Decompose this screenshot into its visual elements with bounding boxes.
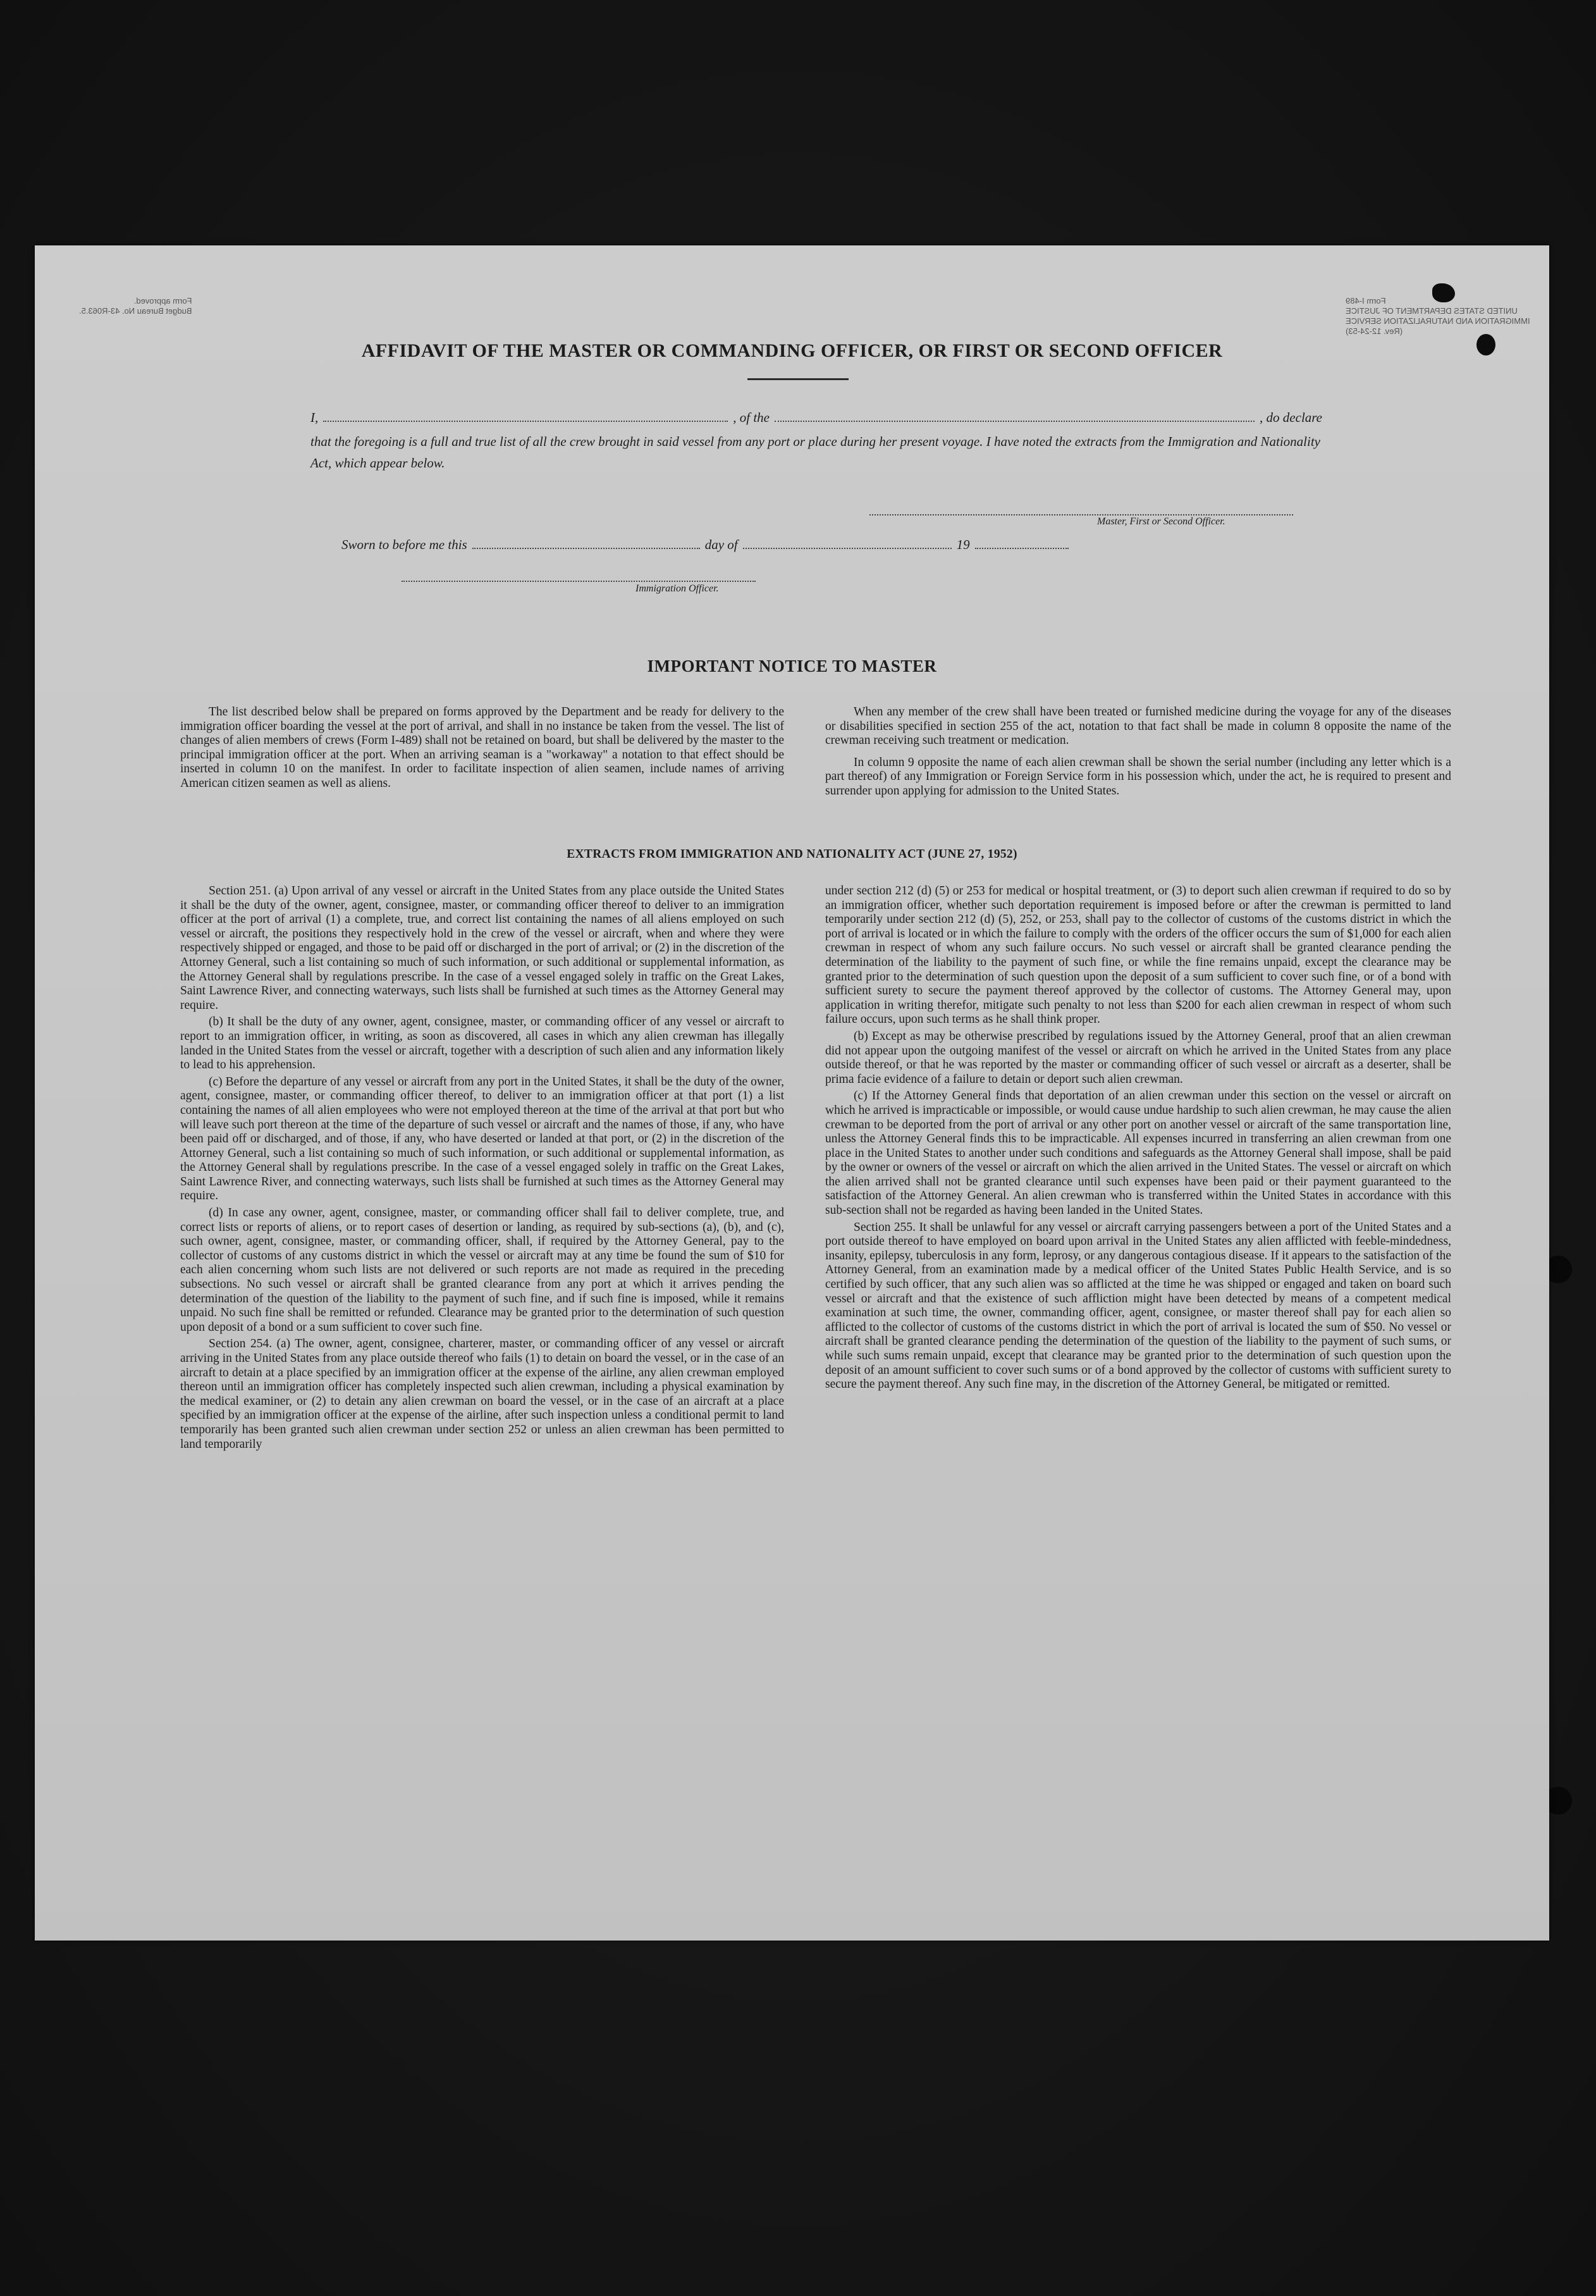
sworn-month-blank[interactable] bbox=[743, 535, 952, 549]
extract-paragraph: (b) Except as may be otherwise prescribed by regulations issued by the Attorney General, proof that an alien crewman did not appear upon the outgoing manifest of the vessel or aircraft on which he arrived in the United States from any place outside thereof, or that he was reported by the master or commanding officer of such vessel or aircraft as a deserter, shall be prima facie evidence of a failure to detain or deport such alien crewman. bbox=[825, 1029, 1451, 1086]
bleed-through-left: Form approved. Budget Bureau No. 43-R063.5. bbox=[79, 296, 192, 316]
extract-paragraph: Section 255. It shall be unlawful for any vessel or aircraft carrying passengers between a port of the United States and a port outside thereof to have employed on board upon arrival in the United States any alien afflicted with feeble-mindedness, insanity, epilepsy, tuberculosis in any form, leprosy, or any dangerous contagious disease. If it appears to the satisfaction of the Attorney General, from an examination made by a medical officer of the United States Public Health Service, and is so certified by such officer, that any such alien was so afflicted at the time he was shipped or engaged and taken on board such vessel or aircraft and that the existence of such affliction might have been detected by means of a competent medical examination at such time, the owner, commanding officer, agent, consignee, or master thereof shall pay for each alien so afflicted to the collector of customs of the customs district in which the port of arrival is located the sum of $50. No vessel or aircraft shall be granted clearance pending the determination of the question of the liability to the payment of such sums, or while such sums remain unpaid, except that clearance may be granted prior to the determination of such question upon the deposit of an amount sufficient to cover such sums or of a bond approved by the collector of customs with sufficient surety to secure the payment thereof. Any such fine may, in the discretion of the Attorney General, be mitigated or remitted. bbox=[825, 1220, 1451, 1392]
name-blank[interactable] bbox=[323, 408, 728, 422]
i-label: I, bbox=[310, 410, 319, 425]
extracts-right-column bbox=[825, 884, 1451, 1392]
sworn-line bbox=[341, 534, 1069, 555]
officer-caption: Immigration Officer. bbox=[635, 583, 719, 594]
corner-tear-mark bbox=[1432, 283, 1455, 302]
extract-paragraph: (c) Before the departure of any vessel or aircraft from any port in the United States, it shall be the duty of the owner, agent, consignee, master, or commanding officer thereof, to deliver to an immigration officer at that port (1) a list containing the names of all alien employees who were not employed thereon at the time of the arrival at that port but who will leave such port thereon at the time of the departure of such vessel or aircraft and the names of those, if any, who have been paid off or discharged, and of those, if any, who have deserted or landed at that port, or (2) in the discretion of the Attorney General, such a list containing so much of such information, or such additional or supplemental information, as the Attorney General shall by regulations prescribe. In the case of a vessel engaged solely in traffic on the Great Lakes, Saint Lawrence River, and connecting waterways, such lists shall be furnished at such times as the Attorney General may require. bbox=[180, 1075, 784, 1203]
extract-paragraph: Section 254. (a) The owner, agent, consignee, charterer, master, or commanding officer of any vessel or aircraft arriving in the United States from any place outside thereof who fails (1) to detain on board the vessel, or in the case of an aircraft to detain at a place specified by an immigration officer at the expense of the airline, any alien crewman employed thereon until an immigration officer has completely inspected such alien crewman, including a physical examination by the medical examiner, or (2) to detain any alien crewman on board the vessel, or in the case of an aircraft at a place specified by an immigration officer at the expense of the airline, after such inspection unless a conditional permit to land temporarily has been granted such alien crewman under section 252 or unless an alien crewman has been permitted to land temporarily bbox=[180, 1337, 784, 1451]
do-declare-label: , do declare bbox=[1260, 410, 1322, 425]
day-of-label: day of bbox=[704, 537, 738, 552]
notice-paragraph: When any member of the crew shall have been treated or furnished medicine during the voyage for any of the diseases or disabilities specified in section 255 of the act, notation to that fact shall be made in column 8 opposite the name of the crewman receiving such treatment or medication. bbox=[825, 705, 1451, 748]
extracts-title: EXTRACTS FROM IMMIGRATION AND NATIONALITY ACT (JUNE 27, 1952) bbox=[567, 848, 1017, 861]
notice-title: IMPORTANT NOTICE TO MASTER bbox=[647, 657, 937, 676]
extract-paragraph: (d) In case any owner, agent, consignee, master, or commanding officer shall fail to deliver complete, true, and correct lists or reports of aliens, or to report cases of desertion or landing, as required by sub-sections (a), (b), and (c), such owner, agent, consignee, master, or commanding officer, shall, if required by the Attorney General, pay to the collector of customs of any customs district in which the vessel or aircraft may at any time be found the sum of $10 for each alien concerning whom such lists are not delivered or such reports are not made as required in the preceding subsections. No such vessel or aircraft shall be granted clearance from any port at which it arrives pending the determination of the question of the liability to the payment of such fine, and if such fine is imposed, while it remains unpaid. No such fine shall be remitted or refunded. Clearance may be granted prior to the determination of such question upon deposit of a bond or a sum sufficient to cover such fine. bbox=[180, 1206, 784, 1334]
notice-right-column bbox=[825, 705, 1451, 799]
notice-left-column bbox=[180, 705, 784, 791]
form-page bbox=[35, 245, 1549, 1941]
title-underline bbox=[747, 378, 849, 380]
sworn-row bbox=[341, 534, 1069, 555]
officer-signature-line[interactable] bbox=[402, 581, 756, 582]
year-label: 19 bbox=[956, 537, 970, 552]
extract-paragraph: (b) It shall be the duty of any owner, agent, consignee, master, or commanding officer of any vessel or aircraft to report to an immigration officer, in writing, as soon as discovered, all cases in which any alien crewman has illegally landed in the United States from the vessel or aircraft, together with a description of such alien and any information likely to lead to his apprehension. bbox=[180, 1015, 784, 1072]
affidavit-title: AFFIDAVIT OF THE MASTER OR COMMANDING OFFICER, OR FIRST OR SECOND OFFICER bbox=[361, 340, 1223, 361]
extract-paragraph: Section 251. (a) Upon arrival of any vessel or aircraft in the United States from any place outside the United States it shall be the duty of the owner, agent, consignee, master, or commanding officer thereof to deliver to an immigration officer at the port of arrival (1) a complete, true, and correct list containing the names of all aliens employed on such vessel or aircraft, the positions they respectively hold in the crew of the vessel or aircraft, when and where they were respectively shipped or engaged, and those to be paid off or discharged in the port of arrival; or (2) in the discretion of the Attorney General, such a list containing so much of such information, or such additional or supplemental information, as the Attorney General shall by regulations prescribe. In the case of a vessel engaged solely in traffic on the Great Lakes, Saint Lawrence River, and connecting waterways, such lists shall be furnished at such times as the Attorney General may require. bbox=[180, 884, 784, 1012]
notice-paragraph: In column 9 opposite the name of each alien crewman shall be shown the serial number (including any letter which is a part thereof) of any Immigration or Foreign Service form in his possession which, under the act, he is required to present and surrender upon applying for admission to the United States. bbox=[825, 755, 1451, 798]
notice-paragraph: The list described below shall be prepared on forms approved by the Department and be ready for delivery to the immigration officer boarding the vessel at the port of arrival, and shall in no instance be taken from the vessel. The list of changes of alien members of crews (Form I-489) shall not be retained on board, but shall be delivered by the master to the principal immigration officer at the port. When an arriving seaman is a "workaway" a notation to that effect should be inserted in column 10 on the manifest. In order to facilitate inspection of alien seamen, include names of arriving American citizen seamen as well as aliens. bbox=[180, 705, 784, 790]
declaration-text: that the foregoing is a full and true list of all the crew brought in said vessel from any port or place during her present voyage. I have noted the extracts from the Immigration and Nationality Act, which appear below. bbox=[310, 434, 1320, 471]
bleed-through-right: Form I-489 UNITED STATES DEPARTMENT OF JUSTICE IMMIGRATION AND NATURALIZATION SERVICE (Rev. 12-24-53) bbox=[1346, 296, 1530, 336]
sworn-year-blank[interactable] bbox=[975, 535, 1069, 549]
master-signature-line[interactable] bbox=[869, 514, 1293, 515]
extracts-left-column bbox=[180, 884, 784, 1452]
extract-paragraph: under section 212 (d) (5) or 253 for medical or hospital treatment, or (3) to deport such alien crewman if required to do so by an immigration officer, whether such deportation requirement is imposed before or after the crewman is permitted to land temporarily under section 212 (d) (5), 252, or 253, shall pay to the collector of customs of the customs district in which the port of arrival is located or in which the failure to comply with the orders of the officer occurs the sum of $1,000 for each alien crewman in respect of whom any such failure occurs. No such vessel or aircraft shall be granted clearance pending the determination of the liability to the payment of such fine, or while the fine remains unpaid, except the clearance may be granted prior to the determination of such question upon the deposit of a sum sufficient to cover such fine, or of a bond with sufficient surety to secure the payment thereof approved by the collector of customs. The Attorney General may, upon application in writing therefor, mitigate such penalty to not less than $200 for each alien crewman in respect of whom such failure occurs, upon such terms as he shall think proper. bbox=[825, 884, 1451, 1027]
declaration-block bbox=[310, 407, 1322, 474]
vessel-blank[interactable] bbox=[775, 408, 1255, 422]
sworn-label: Sworn to before me this bbox=[341, 537, 467, 552]
extract-paragraph: (c) If the Attorney General finds that deportation of an alien crewman under this section on the vessel or aircraft on which he arrived is impracticable or impossible, or would cause undue hardship to such alien crewman, he may cause the alien crewman to be deported from the port of arrival or any other port on another vessel or aircraft of the same transportation line, unless the Attorney General finds this to be impracticable. All expenses incurred in transferring an alien crewman from one place in the United States to another under such conditions and safeguards as the Attorney General shall impose, shall be paid by the owner or owners of the vessel or aircraft on which the alien arrived in the United States. The vessel or aircraft on which the alien arrived shall not be granted clearance until such expenses have been paid or their payment guaranteed to the satisfaction of the Attorney General. An alien crewman who is transferred within the United States in accordance with this sub-section shall not be regarded as having been landed in the United States. bbox=[825, 1089, 1451, 1218]
of-the-label: , of the bbox=[733, 410, 770, 425]
master-caption: Master, First or Second Officer. bbox=[1097, 516, 1225, 527]
declaration-line bbox=[310, 407, 1322, 428]
sworn-day-blank[interactable] bbox=[472, 535, 700, 549]
